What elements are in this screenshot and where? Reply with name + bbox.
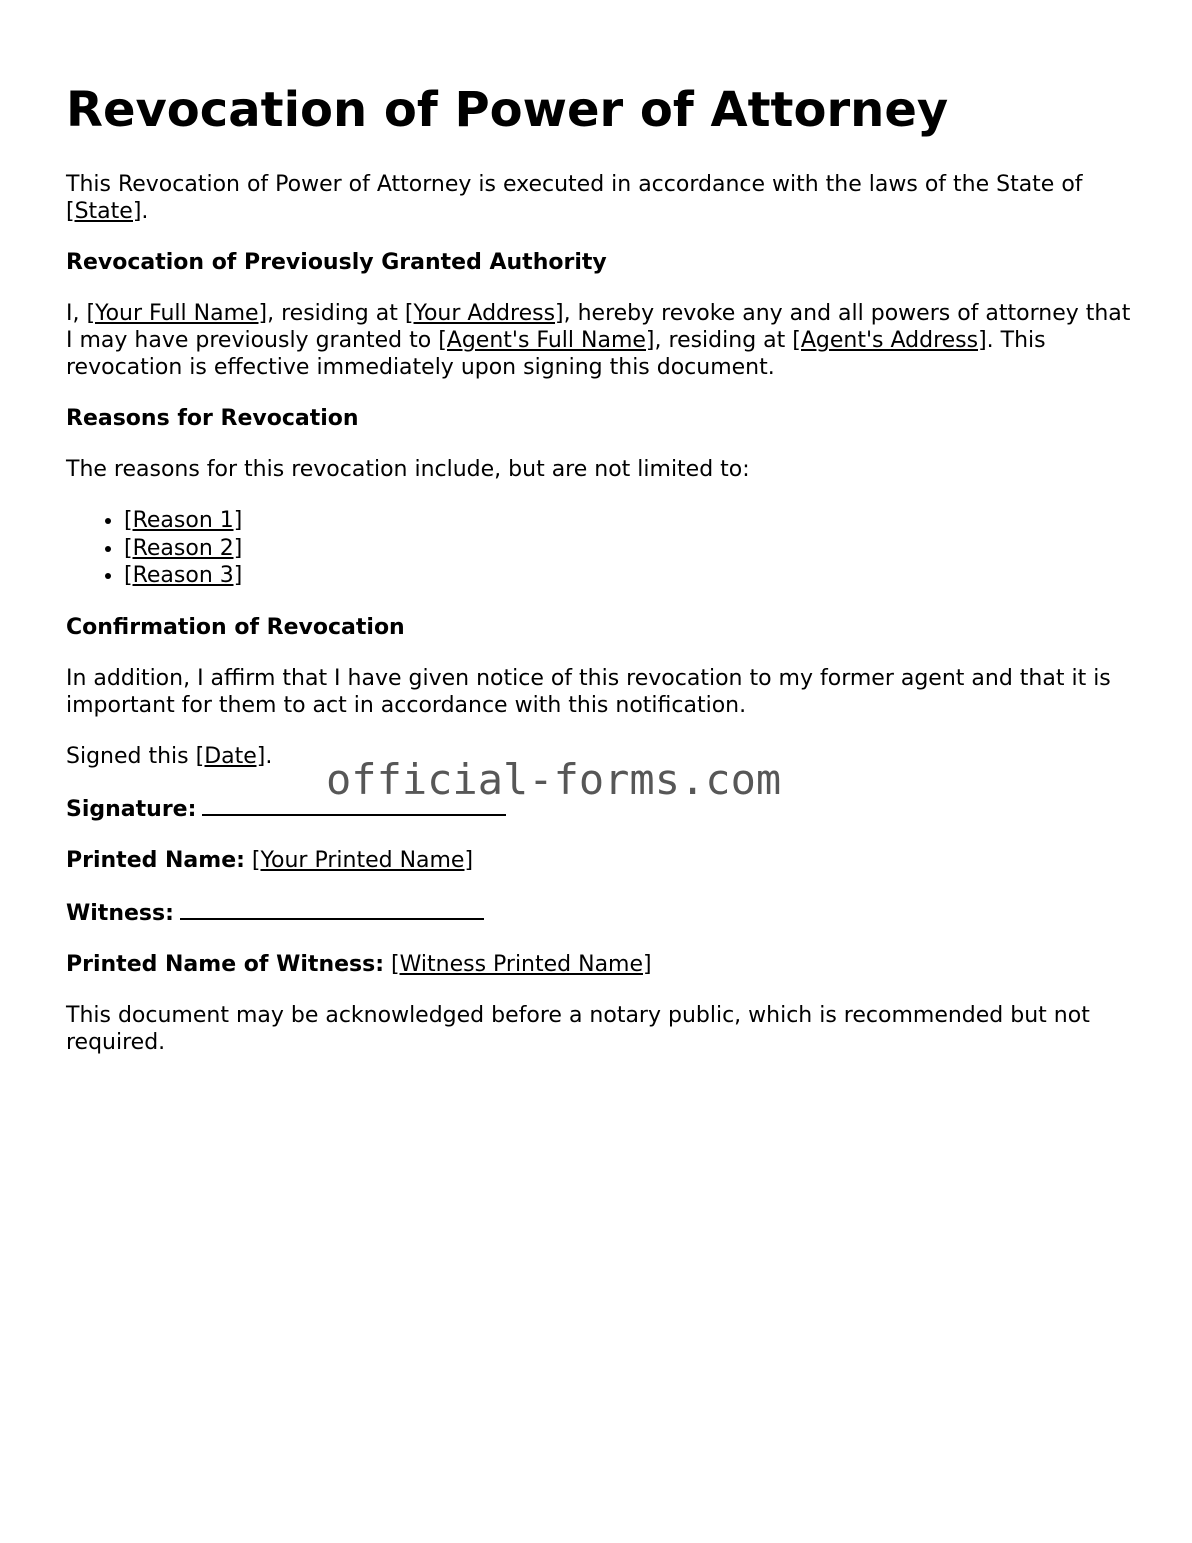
confirmation-paragraph: In addition, I affirm that I have given notice of this revocation to my former agent and that it is important for them to act in accordance with this notification. [66,665,1111,718]
date-placeholder: [Date] [195,743,266,769]
signed-prefix: Signed this [66,743,196,769]
text-segment: I, [66,301,87,326]
agent-address-placeholder: [Agent's Address] [792,328,987,353]
witness-label: Witness: [66,900,174,926]
witness-printed-name-placeholder: [Witness Printed Name] [391,951,652,977]
reasons-intro: The reasons for this revocation include, but are not limited to: [66,457,750,482]
watermark: official-forms.com [326,755,782,804]
state-placeholder: [State] [66,199,142,224]
document-title: Revocation of Power of Attorney [66,82,949,138]
intro-paragraph [66,171,1136,225]
witness-printed-name-row [66,951,1136,978]
notary-note: This document may be acknowledged before a notary public, which is recommended but not required. [66,1002,1090,1055]
signature-label: Signature: [66,796,197,822]
section-heading-confirmation: Confirmation of Revocation [66,614,405,640]
text-segment: , hereby revoke any and all powers of attorney that I may have previously granted to [66,301,1131,353]
reason-placeholder: [Reason 1] [124,508,243,533]
agent-full-name-placeholder: [Agent's Full Name] [438,328,655,353]
document-page [66,80,1136,1080]
your-address-placeholder: [Your Address] [404,301,564,326]
witness-row [66,898,1136,927]
signed-suffix: . [265,743,273,769]
printed-name-label: Printed Name: [66,847,245,873]
revocation-paragraph [66,300,1136,381]
printed-name-row [66,847,1136,874]
reasons-list [66,507,1136,590]
intro-text: This Revocation of Power of Attorney is executed in accordance with the laws of the State of [66,172,1083,197]
text-segment: . This revocation is effective immediately upon signing this document. [66,328,1046,380]
list-item [124,562,1136,590]
text-segment: , residing at [267,301,405,326]
reason-placeholder: [Reason 2] [124,535,243,561]
list-item [124,535,1136,563]
section-heading-reasons: Reasons for Revocation [66,406,359,431]
text-segment: , residing at [654,328,793,353]
list-item [124,507,1136,535]
intro-end: . [141,199,149,224]
witness-signature-line[interactable] [180,898,484,920]
reason-placeholder: [Reason 3] [124,563,243,588]
your-full-name-placeholder: [Your Full Name] [86,301,268,326]
witness-printed-name-label: Printed Name of Witness: [66,951,385,977]
section-heading-revocation: Revocation of Previously Granted Authority [66,250,607,275]
printed-name-placeholder: [Your Printed Name] [251,847,474,873]
